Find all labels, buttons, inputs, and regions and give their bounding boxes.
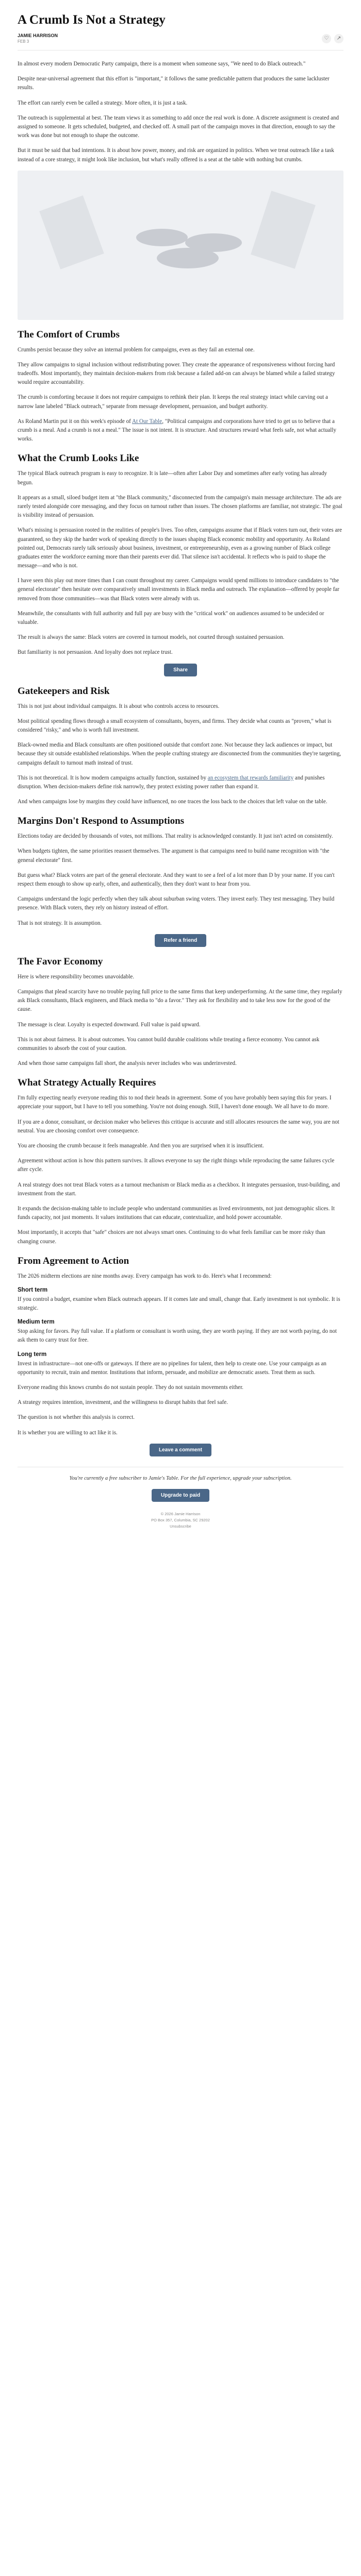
action-text: Stop asking for favors. Pay full value. If a platform or consultant is worth using, they are worth paying. If they are not worth paying, do not ask them to carry trust for free. (18, 1328, 337, 1344)
hero-image (18, 171, 343, 320)
author-name[interactable]: JAMIE HARRISON (18, 33, 58, 38)
share-icon[interactable]: ↗ (334, 34, 343, 43)
closing-paragraph: The question is not whether this analysis is correct. (18, 1414, 135, 1421)
byline (18, 33, 343, 44)
section-heading: Margins Don't Respond to Assumptions (18, 816, 185, 827)
paragraph: A real strategy does not treat Black voters as a turnout mechanism or Black media as a checkbox. It integrates persuasion, trust-building, and investment from the start. (18, 1181, 340, 1197)
upgrade-button[interactable]: Upgrade to paid (152, 1489, 209, 1502)
closing-paragraph: Everyone reading this knows crumbs do not sustain people. They do not sustain movements either. (18, 1384, 243, 1391)
copyright: © 2026 Jamie Harrison (160, 1512, 201, 1517)
paragraph: In almost every modern Democratic Party campaign, there is a moment when someone says, "We need to do Black outreach." (18, 61, 306, 67)
share-button[interactable]: Share (164, 664, 197, 676)
footer (18, 1467, 343, 1530)
paragraph: Most importantly, it accepts that "safe" choices are not always smart ones. Continuing to do what feels familiar can be more risky than changing course. (18, 1229, 325, 1245)
paragraph: What's missing is persuasion rooted in the realities of people's lives. Too often, campaigns assume that if Black voters turn out, their votes are guaranteed, so they skip the harder work of speaking directly to the issues shaping Black economic mobility and opportunity. As Roland pointed out, Democrats rarely talk seriously about business, investment, or entrepreneurship, even as a growing number of Black college graduates enter the workforce earning more than their parents ever did. That silence isn't accidental. It reflects who is paid to shape the message—and who is not. (18, 527, 342, 569)
paragraph: And when those same campaigns fall short, the analysis never includes who was underinvested. (18, 1060, 237, 1067)
at-our-table-link[interactable]: At Our Table (132, 418, 162, 425)
paragraph: I have seen this play out more times than I can count throughout my career. Campaigns would spend millions to introduce candidates to "the general electorate" then hesitate over comparatively small investments in Black media and outreach. The explanation—offered by people far removed from those communities—was that Black voters were already with us. (18, 578, 339, 602)
like-icon[interactable]: ♡ (322, 34, 331, 43)
paragraph: The message is clear. Loyalty is expected downward. Full value is paid upward. (18, 1021, 201, 1028)
paragraph: Agreement without action is how this pattern survives. It allows everyone to say the right things while reproducing the same failures cycle after cycle. (18, 1158, 335, 1173)
paragraph: The outreach is supplemental at best. The team views it as something to add once the real work is done. A discrete assignment is created and assigned to someone. It gets scheduled, budgeted, and checked off. A small part of the campaign moves in that direction, enough to say the work was done but not enough to shape the outcome. (18, 114, 339, 139)
section-heading: What Strategy Actually Requires (18, 1077, 156, 1089)
section-heading: What the Crumb Looks Like (18, 453, 139, 464)
section-heading: The Favor Economy (18, 956, 103, 967)
action-text: Invest in infrastructure—not one-offs or gateways. If there are no pipelines for talent, then help to create one. Use your campaign as an opportunity to recruit, train and mentor. Institutions that inform, persuade, and mobilize are democratic assets. Treat them as such. (18, 1360, 326, 1376)
paragraph: And when campaigns lose by margins they could have influenced, no one traces the loss back to the choices that left value on the table. (18, 799, 327, 805)
share-icons (322, 34, 343, 43)
paragraph: This is not just about individual campaigns. It is about who controls access to resources. (18, 703, 220, 709)
article-container (18, 0, 343, 1530)
paragraph: Despite near-universal agreement that this effort is "important," it follows the same predictable pattern that produces the same lackluster results. (18, 76, 330, 91)
paragraph: This is not about fairness. It is about outcomes. You cannot build durable coalitions while treating a fierce economy. You cannot ask communities to absorb the cost of your caution. (18, 1036, 320, 1052)
paragraph: But guess what? Black voters are part of the general electorate. And they want to see a feel of a lot more than D by your name. If you can't respect them enough to show up early, often, and authentically, then they don't want to hear from you. (18, 872, 335, 887)
paragraph: But familiarity is not persuasion. And loyalty does not replace trust. (18, 649, 173, 656)
section-heading: From Agreement to Action (18, 1255, 129, 1266)
author-block (18, 33, 58, 44)
paragraph: That is not strategy. It is assumption. (18, 920, 102, 926)
paragraph: If you are a donor, consultant, or decision maker who believes this critique is accurate and still allocates resources the same way, you are not neutral. You are choosing comfort over consequence. (18, 1118, 339, 1134)
coins-image-icon (18, 171, 343, 320)
paragraph: Campaigns that plead scarcity have no trouble paying full price to the same firms that keep underperforming. At the same time, they regularly ask Black consultants, Black engineers, and Black media to "do a favor." They ask for flexibility and to take less now for the good of the cause. (18, 988, 342, 1013)
paragraph: Crumbs persist because they solve an internal problem for campaigns, even as they fail an external one. (18, 346, 255, 353)
paragraph: The result is always the same: Black voters are covered in turnout models, not courted through sustained persuasion. (18, 634, 285, 641)
closing-paragraph: It is whether you are willing to act like it is. (18, 1429, 118, 1436)
comment-row (18, 1444, 343, 1456)
paragraph: It appears as a small, siloed budget item at "the Black community," disconnected from the campaign's main message architecture. The ads are rarely tested alongside core messaging, and they focus on turnout rather than issues. The chosen platforms are familiar, not strategic. The goal is visibility instead of persuasion. (18, 494, 342, 519)
article-title: A Crumb Is Not a Strategy (18, 13, 166, 27)
paragraph: When budgets tighten, the same priorities reassert themselves. The argument is that campaigns need to build name recognition with "the general electorate" first. (18, 848, 330, 863)
paragraph: It expands the decision-making table to include people who understand communities as lived environments, not just demographic slices. It funds capacity, not just moments. It values institutions that can educate, contextualize, and hold power accountable. (18, 1205, 335, 1221)
paragraph: This is not theoretical. It is how modern campaigns actually function, sustained by an ecosystem that rewards familiarity and punishes disruption. When decision-makers define risk narrowly, they protect existing power rather than expand it. (18, 774, 325, 790)
paragraph: Campaigns understand the logic perfectly when they talk about suburban swing voters. They invest early. They test messaging. They build presence. With Black voters, they rely on history instead of effort. (18, 896, 335, 911)
ecosystem-link[interactable]: an ecosystem that rewards familiarity (207, 774, 294, 781)
paragraph: Most political spending flows through a small ecosystem of consultants, buyers, and firms. They decide what counts as "proven," what is considered "risky," and who is worth full investment. (18, 718, 332, 733)
paragraph: They allow campaigns to signal inclusion without redistributing power. They create the appearance of responsiveness without forcing hard tradeoffs. Most importantly, they maintain decision-makers from risk because a failed add-on can always be blamed while a failed strategy would require accountability. (18, 361, 335, 386)
upgrade-row (18, 1489, 343, 1502)
subscriber-note: You're currently a free subscriber to Jamie's Table. For the full experience, upgrade your subscription. (69, 1475, 292, 1481)
article-body (18, 60, 343, 1456)
paragraph: I'm fully expecting nearly everyone reading this to nod their heads in agreement. Some of you have probably been saying this for years. I appreciate your support, but I have to tell you something. You're not doing enough. Still, I haven't done enough. We all have to do more. (18, 1095, 332, 1110)
section-heading: Gatekeepers and Risk (18, 685, 110, 697)
refer-row (18, 934, 343, 947)
paragraph: Here is where responsibility becomes unavoidable. (18, 973, 135, 980)
refer-button[interactable]: Refer a friend (155, 934, 206, 947)
action-label: Short term (18, 1286, 48, 1293)
unsubscribe-link[interactable]: Unsubscribe (170, 1524, 191, 1529)
share-row (18, 664, 343, 676)
paragraph: Black-owned media and Black consultants are often positioned outside that comfort zone. Not because they lack audiences or impact, but because they sit outside established relationships. When the people crafting strategy are disconnected from the communities they're targeting, campaigns default to turnout math instead of trust. (18, 742, 341, 766)
paragraph: But it must be said that bad intentions. It is about how power, money, and risk are organized in politics. When we treat outreach like a task instead of a core strategy, it might look like inclusion, but what's really offered is a seat at the table with nothing but crumbs. (18, 147, 334, 163)
action-label: Long term (18, 1351, 47, 1358)
paragraph: You are choosing the crumb because it feels manageable. And then you are surprised when it is insufficient. (18, 1143, 264, 1149)
leave-comment-button[interactable]: Leave a comment (150, 1444, 211, 1456)
address: PO Box 357, Columbia, SC 29202 (151, 1518, 210, 1523)
paragraph: Elections today are decided by thousands of votes, not millions. That reality is acknowledged constantly. It just isn't acted on consistently. (18, 833, 333, 840)
paragraph: As Roland Martin put it on this week's episode of At Our Table, "Political campaigns and corporations have tried to get us to believe that a crumb is a meal. And a crumb is not a meal." The issue is not intent. It is structure. And structures reward what feels safe, not what actually works. (18, 418, 337, 443)
paragraph: The 2026 midterm elections are nine months away. Every campaign has work to do. Here's what I recommend: (18, 1273, 272, 1279)
paragraph: The effort can rarely even be called a strategy. More often, it is just a task. (18, 99, 188, 106)
paragraph: The crumb is comforting because it does not require campaigns to rethink their plan. It keeps the real strategy intact while carving out a narrow lane labeled "Black outreach," separate from message development, persuasion, and budget authority. (18, 394, 328, 410)
paragraph: Meanwhile, the consultants with full authority and full pay are busy with the "critical work" on audiences assumed to be undecided or valuable. (18, 610, 324, 625)
action-text: If you control a budget, examine when Black outreach appears. If it comes late and small, change that. Early investment is not symbolic. It is strategic. (18, 1296, 340, 1312)
closing-paragraph: A strategy requires intention, investment, and the willingness to disrupt habits that feel safe. (18, 1399, 228, 1406)
post-date: FEB 3 (18, 39, 29, 44)
paragraph: The typical Black outreach program is easy to recognize. It is late—often after Labor Day and sometimes after early voting has already begun. (18, 470, 327, 486)
action-label: Medium term (18, 1319, 55, 1326)
section-heading: The Comfort of Crumbs (18, 329, 120, 340)
footer-meta (18, 1511, 343, 1530)
